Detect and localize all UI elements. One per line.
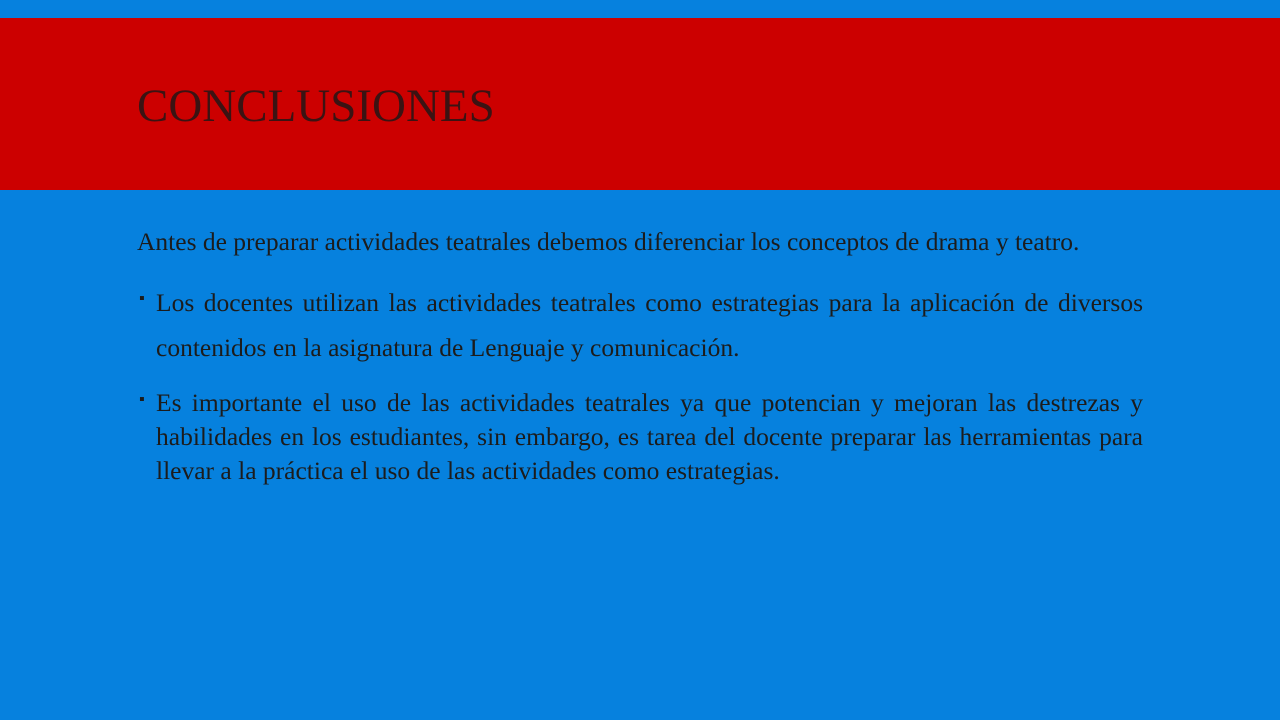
intro-paragraph: Antes de preparar actividades teatrales debemos diferenciar los conceptos de drama y teatro. — [137, 227, 1080, 256]
square-bullet-icon: ▪ — [139, 391, 145, 408]
square-bullet-icon: ▪ — [139, 290, 145, 307]
bullet-text: Los docentes utilizan las actividades teatrales como estrategias para la aplicación de diversos contenidos en la asignatura de Lenguaje y comunicación. — [156, 288, 1143, 362]
bullet-list — [137, 280, 1143, 488]
bullet-item — [137, 386, 1143, 488]
bullet-item — [137, 280, 1143, 370]
slide-content — [137, 220, 1143, 488]
slide-title: CONCLUSIONES — [137, 80, 495, 132]
bullet-text: Es importante el uso de las actividades teatrales ya que potencian y mejoran las destrezas y habilidades en los estudiantes, sin embargo, es tarea del docente preparar las herramientas para llevar a la práctica el uso de las actividades como estrategias. — [156, 388, 1143, 485]
